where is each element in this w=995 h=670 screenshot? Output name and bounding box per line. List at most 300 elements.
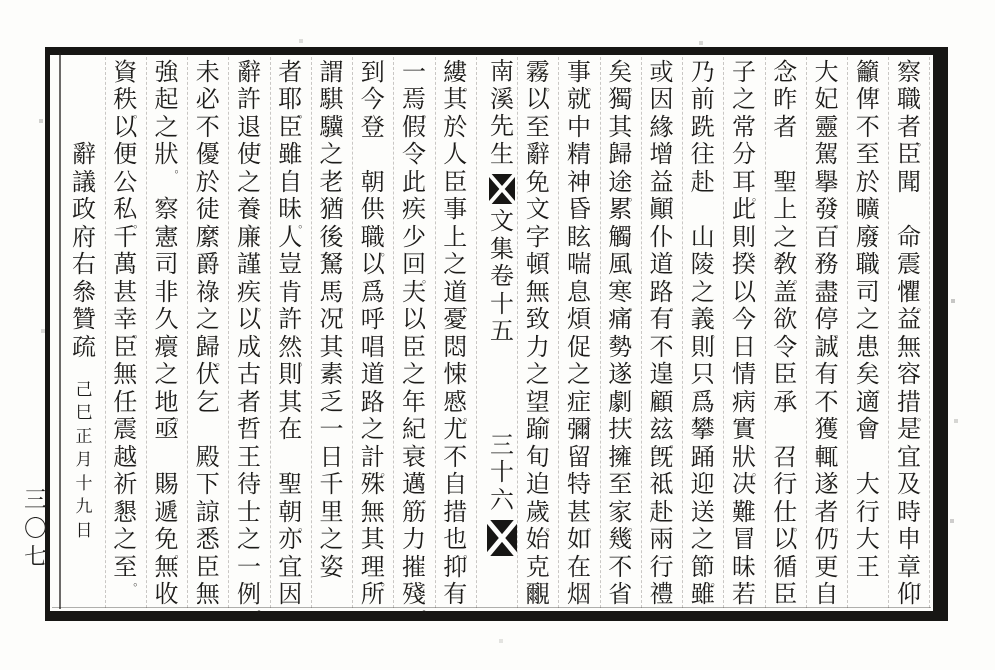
glyph-cell: 朝 bbox=[360, 167, 385, 196]
glyph-cell: 雖 bbox=[278, 140, 303, 169]
glyph-cell: 理 。 bbox=[360, 552, 392, 588]
column-rule bbox=[517, 57, 518, 608]
glyph-cell: 大 bbox=[814, 57, 839, 86]
glyph-cell: 大 bbox=[855, 525, 880, 554]
glyph-cell: 者 bbox=[278, 57, 303, 86]
reading-circle: 。 bbox=[463, 409, 475, 423]
glyph-cell: 免 。 bbox=[154, 525, 186, 560]
reading-circle: 。 bbox=[463, 299, 475, 313]
glyph-cell: 司 bbox=[855, 277, 880, 306]
glyph-cell: 之 bbox=[237, 167, 261, 196]
glyph-cell: 容 bbox=[897, 360, 921, 389]
text-column bbox=[111, 57, 145, 588]
column-rule bbox=[228, 57, 229, 608]
reading-circle: 。 bbox=[174, 547, 186, 560]
glyph-cell: 自 bbox=[443, 470, 468, 499]
glyph-cell: 亟 bbox=[154, 415, 179, 444]
glyph-cell: 便 bbox=[113, 140, 138, 169]
honorific-space bbox=[70, 58, 98, 86]
reading-circle: 。 bbox=[463, 79, 475, 93]
glyph-cell: 緣 bbox=[649, 112, 674, 141]
glyph-cell: 子 bbox=[732, 57, 756, 86]
glyph-cell: 力 bbox=[525, 332, 550, 361]
glyph-cell: 旣 bbox=[649, 442, 674, 471]
glyph-cell: 待 bbox=[237, 470, 261, 499]
column-rule bbox=[352, 57, 353, 608]
glyph-cell: 措 。 bbox=[897, 387, 928, 423]
glyph-cell: 於 bbox=[855, 167, 880, 196]
glyph-cell: 劇 。 bbox=[608, 387, 640, 423]
glyph-cell: 驥 bbox=[319, 112, 344, 141]
glyph-cell: 臣 bbox=[773, 580, 798, 609]
glyph-cell: 百 bbox=[814, 222, 839, 251]
glyph-cell: 祗 bbox=[649, 470, 674, 499]
glyph-cell: 揆 bbox=[732, 250, 756, 279]
glyph-cell: 欲 bbox=[773, 305, 798, 334]
glyph-cell: 誠 bbox=[814, 332, 839, 361]
glyph-cell: 憂 bbox=[443, 305, 468, 334]
glyph-cell: 敎 。 bbox=[773, 250, 805, 285]
glyph-cell: 迫 bbox=[525, 470, 550, 499]
glyph-cell: 之 bbox=[567, 360, 591, 389]
glyph-cell: 震 bbox=[897, 250, 921, 279]
glyph-cell: 少 bbox=[402, 222, 426, 251]
reading-circle: 。 bbox=[545, 409, 557, 423]
glyph-cell: 送 bbox=[690, 497, 715, 526]
glyph-cell: 况 bbox=[319, 305, 344, 334]
glyph-cell: 於 bbox=[443, 112, 468, 141]
honorific-space bbox=[854, 443, 882, 471]
glyph-cell: 擧 bbox=[814, 167, 839, 196]
text-column bbox=[771, 57, 805, 609]
glyph-cell: 者 bbox=[237, 387, 261, 416]
reading-circle: 。 bbox=[422, 602, 433, 615]
glyph-cell: 起 bbox=[154, 85, 179, 114]
glyph-cell: 歸 bbox=[608, 140, 633, 169]
glyph-cell: 疾 bbox=[402, 195, 426, 224]
glyph-cell: 攀 bbox=[690, 415, 715, 444]
glyph-cell: 殿 bbox=[195, 442, 220, 471]
glyph-cell: 憲 bbox=[154, 222, 179, 251]
glyph-cell: 遑 bbox=[649, 360, 674, 389]
glyph-cell: 越 bbox=[113, 442, 138, 471]
glyph-cell: 路 。 bbox=[649, 277, 681, 313]
glyph-cell: 旬 bbox=[525, 442, 550, 471]
glyph-cell: 叅 bbox=[72, 277, 96, 306]
glyph-cell: 臣 bbox=[278, 112, 303, 141]
glyph-cell: 狀 。 bbox=[732, 442, 763, 478]
text-column bbox=[276, 57, 310, 609]
glyph-cell: 盖 bbox=[773, 277, 798, 306]
glyph-cell: 優 bbox=[195, 140, 220, 169]
honorific-space bbox=[359, 141, 387, 169]
glyph-cell: 之 bbox=[319, 140, 344, 169]
glyph-cell: 然 。 bbox=[278, 332, 310, 368]
glyph-cell: 者 。 bbox=[814, 497, 846, 533]
glyph-cell: 悉 bbox=[195, 525, 220, 554]
glyph-cell: 因 bbox=[649, 85, 674, 114]
glyph-cell: 祿 bbox=[195, 277, 220, 306]
glyph-cell: 適 bbox=[855, 387, 880, 416]
glyph-cell: 决 bbox=[732, 470, 756, 499]
scan-noise bbox=[0, 0, 2, 2]
glyph-cell: 仕 。 bbox=[773, 497, 805, 533]
glyph-cell: 無 bbox=[154, 552, 179, 581]
glyph-cell: 望 。 bbox=[525, 387, 557, 423]
glyph-cell: 矣 。 bbox=[608, 57, 640, 93]
glyph-cell: 正 bbox=[75, 426, 93, 447]
glyph-cell: 特 bbox=[567, 470, 591, 499]
glyph-cell: 不 bbox=[649, 332, 674, 361]
glyph-cell: 狀 。 bbox=[154, 140, 186, 175]
glyph-cell: 歸 。 bbox=[195, 332, 227, 368]
reading-circle: 。 bbox=[834, 327, 846, 340]
glyph-cell: 不 bbox=[814, 387, 839, 416]
glyph-cell: 令 bbox=[402, 140, 426, 169]
glyph-cell: 赴 bbox=[690, 167, 715, 196]
book-title: 南溪先生 bbox=[490, 57, 514, 168]
glyph-cell: 實 bbox=[732, 415, 756, 444]
glyph-cell: 或 bbox=[649, 57, 674, 86]
honorific-space bbox=[153, 168, 181, 196]
reading-circle: 。 bbox=[133, 217, 145, 230]
reading-circle: 。 bbox=[298, 519, 310, 533]
glyph-cell: 許 bbox=[278, 305, 303, 334]
glyph-cell: 風 bbox=[608, 250, 633, 279]
glyph-cell: 假 bbox=[402, 112, 426, 141]
glyph-cell: 道 。 bbox=[443, 277, 475, 313]
column-rule bbox=[435, 57, 436, 608]
glyph-cell: 之 bbox=[402, 360, 426, 389]
reading-circle: 。 bbox=[545, 244, 557, 258]
text-column bbox=[153, 57, 186, 609]
glyph-cell: 以 bbox=[113, 112, 138, 141]
glyph-cell: 申 bbox=[897, 525, 921, 554]
glyph-cell: 行 bbox=[649, 552, 674, 581]
glyph-cell: 獨 bbox=[608, 85, 633, 114]
glyph-cell: 字 。 bbox=[525, 222, 557, 258]
glyph-cell: 致 bbox=[525, 305, 550, 334]
reading-circle: 。 bbox=[380, 464, 392, 478]
glyph-cell: 常 bbox=[732, 112, 756, 141]
glyph-cell: 仆 bbox=[649, 222, 674, 251]
reading-circle: 。 bbox=[587, 244, 598, 258]
text-column bbox=[730, 57, 763, 609]
glyph-cell: 議 bbox=[72, 167, 96, 196]
glyph-cell: 紀 bbox=[402, 415, 426, 444]
glyph-cell: 職 bbox=[855, 250, 880, 279]
glyph-cell: 之 bbox=[443, 250, 468, 279]
glyph-cell: 辭 bbox=[237, 57, 261, 86]
glyph-cell: 之 bbox=[855, 305, 880, 334]
glyph-cell: 人 bbox=[278, 222, 303, 251]
glyph-cell: 乏 bbox=[319, 387, 344, 416]
column-rule bbox=[187, 57, 188, 608]
glyph-cell: 則 bbox=[690, 332, 715, 361]
reading-circle: 。 bbox=[752, 464, 763, 478]
glyph-cell: 之 bbox=[773, 222, 798, 251]
glyph-cell: 登 bbox=[360, 112, 385, 141]
glyph-cell: 爲 bbox=[690, 387, 715, 416]
glyph-cell: 政 bbox=[72, 195, 96, 224]
reading-circle: 。 bbox=[587, 519, 598, 533]
glyph-cell: 精 bbox=[567, 140, 591, 169]
glyph-cell: 玆 。 bbox=[649, 415, 681, 450]
glyph-cell: 尤 bbox=[443, 415, 468, 444]
glyph-cell: 謂 bbox=[319, 57, 344, 86]
glyph-cell: 聞 bbox=[897, 167, 921, 196]
glyph-cell: 今 bbox=[360, 85, 385, 114]
glyph-cell: 神 bbox=[567, 167, 591, 196]
glyph-cell: 此 bbox=[732, 195, 756, 224]
glyph-cell: 其 bbox=[278, 387, 303, 416]
glyph-cell: 秩 。 bbox=[113, 85, 145, 120]
glyph-cell: 久 bbox=[154, 305, 179, 334]
glyph-cell: 公 bbox=[113, 167, 138, 196]
glyph-cell: 察 bbox=[154, 195, 179, 224]
glyph-cell: 肯 bbox=[278, 277, 303, 306]
reading-circle: 。 bbox=[545, 519, 557, 533]
glyph-cell: 仰 bbox=[897, 580, 921, 609]
glyph-cell: 之 bbox=[360, 415, 385, 444]
text-column bbox=[689, 57, 722, 609]
glyph-cell: 呼 bbox=[360, 305, 385, 334]
glyph-cell: 以 bbox=[360, 250, 385, 279]
glyph-cell: 彌 bbox=[567, 415, 591, 444]
glyph-cell: 籲 。 bbox=[855, 57, 887, 93]
reading-circle: 。 bbox=[628, 189, 640, 203]
glyph-cell: 冒 bbox=[732, 525, 756, 554]
glyph-cell: 頓 bbox=[525, 250, 550, 279]
glyph-cell: 素 bbox=[319, 360, 344, 389]
glyph-cell: 夫 bbox=[402, 277, 426, 306]
glyph-cell: 靈 bbox=[814, 112, 839, 141]
reading-circle: 。 bbox=[834, 217, 846, 230]
glyph-cell: 只 bbox=[690, 360, 715, 389]
text-column bbox=[606, 57, 640, 609]
glyph-cell: 上 bbox=[443, 222, 468, 251]
glyph-cell: 爲 bbox=[360, 277, 385, 306]
glyph-cell: 宜 bbox=[897, 442, 921, 471]
glyph-cell: 老 。 bbox=[319, 167, 351, 203]
reading-circle: 。 bbox=[133, 107, 145, 120]
glyph-cell: 臣 bbox=[195, 552, 220, 581]
column-rule bbox=[558, 57, 559, 608]
glyph-cell: 徒 bbox=[195, 195, 220, 224]
glyph-cell: 一 bbox=[237, 552, 261, 581]
glyph-cell: 遞 bbox=[154, 497, 179, 526]
glyph-cell: 以 bbox=[525, 85, 550, 114]
glyph-cell: 收 bbox=[154, 580, 179, 609]
glyph-cell: 事 bbox=[443, 195, 468, 224]
glyph-cell: 益 。 bbox=[649, 167, 681, 203]
glyph-cell: 停 。 bbox=[814, 305, 846, 340]
column-rule bbox=[847, 57, 848, 608]
glyph-cell: 之 bbox=[525, 360, 550, 389]
glyph-cell: 克 bbox=[525, 552, 550, 581]
glyph-cell: 殘 。 bbox=[402, 580, 433, 615]
glyph-cell: 伏 bbox=[195, 360, 220, 389]
text-column bbox=[854, 57, 887, 581]
glyph-cell: 節 。 bbox=[690, 552, 722, 588]
glyph-cell: 至 bbox=[608, 470, 633, 499]
glyph-cell: 癏 bbox=[154, 332, 179, 361]
glyph-cell: 計 。 bbox=[360, 442, 392, 478]
glyph-cell: 中 bbox=[567, 112, 591, 141]
glyph-cell: 疏 bbox=[72, 332, 96, 361]
honorific-space bbox=[771, 416, 799, 444]
glyph-cell: 顧 bbox=[649, 387, 674, 416]
glyph-cell: 留 bbox=[567, 442, 591, 471]
glyph-cell: 非 bbox=[154, 277, 179, 306]
glyph-cell: 姿 bbox=[319, 552, 344, 581]
frame-border-bottom bbox=[45, 611, 948, 621]
glyph-cell: 人 bbox=[443, 140, 468, 169]
glyph-cell: 勢 bbox=[608, 332, 633, 361]
glyph-cell: 喘 bbox=[567, 250, 591, 279]
glyph-cell: 不 bbox=[855, 112, 880, 141]
glyph-cell: 輒 bbox=[814, 442, 839, 471]
glyph-cell: 念 bbox=[773, 57, 798, 86]
glyph-cell: 之 bbox=[154, 112, 179, 141]
reading-circle: 。 bbox=[422, 107, 433, 120]
glyph-cell: 不 bbox=[443, 442, 468, 471]
glyph-cell: 駑 bbox=[319, 250, 344, 279]
glyph-cell: 更 bbox=[814, 552, 839, 581]
column-rule bbox=[476, 57, 477, 608]
glyph-cell: 曠 bbox=[855, 195, 880, 224]
glyph-cell: 疾 。 bbox=[237, 277, 268, 313]
glyph-cell: 哲 bbox=[237, 415, 261, 444]
glyph-cell: 之 bbox=[154, 360, 179, 389]
glyph-cell: 上 bbox=[773, 195, 798, 224]
glyph-cell: 是 bbox=[897, 415, 921, 444]
glyph-cell: 霧 。 bbox=[525, 57, 557, 93]
glyph-cell: 以 bbox=[237, 305, 261, 334]
glyph-cell: 一 bbox=[319, 415, 344, 444]
glyph-cell: 聖 bbox=[773, 167, 798, 196]
honorific-space bbox=[153, 443, 181, 471]
glyph-cell: 府 bbox=[72, 222, 96, 251]
text-column bbox=[565, 57, 598, 609]
glyph-cell: 若 bbox=[732, 580, 756, 609]
glyph-cell: 則 bbox=[732, 222, 756, 251]
reading-circle: 。 bbox=[710, 574, 722, 588]
glyph-cell: 之 bbox=[690, 277, 715, 306]
text-column bbox=[318, 57, 351, 581]
glyph-cell: 之 bbox=[690, 525, 715, 554]
glyph-cell: 及 bbox=[897, 470, 921, 499]
reading-circle: 。 bbox=[669, 437, 681, 450]
glyph-cell: 宜 bbox=[278, 552, 303, 581]
glyph-cell: 未 bbox=[195, 57, 220, 86]
reading-circle: 。 bbox=[257, 602, 268, 615]
frame-border-top bbox=[45, 47, 948, 55]
glyph-cell: 會 bbox=[855, 415, 880, 444]
glyph-cell: 甚 。 bbox=[567, 497, 598, 533]
reading-circle: 。 bbox=[628, 409, 640, 423]
column-rule bbox=[641, 57, 642, 608]
glyph-cell: 之 bbox=[319, 525, 344, 554]
glyph-cell: 臣 bbox=[113, 332, 138, 361]
reading-circle: 。 bbox=[669, 299, 681, 313]
column-rule bbox=[888, 57, 889, 608]
text-column bbox=[895, 57, 928, 609]
glyph-cell: 雖 bbox=[690, 580, 715, 609]
glyph-cell: 士 bbox=[237, 497, 261, 526]
glyph-cell: 行 bbox=[773, 470, 798, 499]
reading-circle: 。 bbox=[793, 519, 805, 533]
glyph-cell: 以 bbox=[402, 305, 426, 334]
column-rule bbox=[765, 57, 766, 608]
glyph-cell: 在 bbox=[278, 415, 303, 444]
glyph-cell: 時 bbox=[897, 497, 921, 526]
glyph-cell: 九 bbox=[75, 497, 93, 518]
glyph-cell: 養 bbox=[237, 195, 261, 224]
glyph-cell: 矣 。 bbox=[855, 360, 887, 395]
reading-circle: 。 bbox=[133, 327, 145, 340]
reading-circle: 。 bbox=[339, 189, 351, 203]
glyph-cell: 之 bbox=[195, 305, 220, 334]
glyph-cell: 赴 bbox=[649, 497, 674, 526]
frame-border-right bbox=[933, 47, 948, 621]
glyph-cell: 十 bbox=[75, 473, 93, 494]
glyph-cell: 歲 。 bbox=[525, 497, 557, 533]
glyph-cell: 駕 bbox=[814, 140, 839, 169]
glyph-cell: 累 bbox=[608, 195, 633, 224]
glyph-cell: 顚 bbox=[649, 195, 674, 224]
glyph-cell: 章 。 bbox=[897, 552, 928, 588]
glyph-cell: 增 bbox=[649, 140, 674, 169]
glyph-cell: 地 。 bbox=[154, 387, 186, 423]
reading-circle: 。 bbox=[875, 79, 887, 93]
glyph-cell: 焉 。 bbox=[402, 85, 433, 120]
glyph-cell: 烟 bbox=[567, 580, 591, 609]
reading-circle: 。 bbox=[422, 272, 433, 285]
glyph-cell: 年 bbox=[402, 387, 426, 416]
glyph-cell: 仍 bbox=[814, 525, 839, 554]
glyph-cell: 者 。 bbox=[897, 112, 928, 148]
glyph-cell: 日 bbox=[319, 442, 344, 471]
glyph-cell: 踊 bbox=[690, 442, 715, 471]
glyph-cell: 贊 bbox=[72, 305, 96, 334]
glyph-cell: 其 bbox=[360, 525, 385, 554]
glyph-cell: 始 bbox=[525, 525, 550, 554]
glyph-cell: 其 bbox=[319, 332, 344, 361]
memorial-title-column bbox=[70, 58, 98, 543]
glyph-cell: 臣 bbox=[402, 332, 426, 361]
glyph-cell: 抑 bbox=[443, 552, 468, 581]
glyph-cell: 省 bbox=[608, 580, 633, 609]
glyph-cell: 無 bbox=[525, 277, 550, 306]
text-column bbox=[359, 57, 392, 609]
reading-circle: 。 bbox=[710, 327, 722, 340]
glyph-cell: 促 bbox=[567, 332, 591, 361]
glyph-cell: 昨 bbox=[773, 85, 798, 114]
text-column bbox=[648, 57, 681, 609]
reading-circle: 。 bbox=[257, 134, 268, 148]
glyph-cell: 分 bbox=[732, 140, 756, 169]
column-rule bbox=[105, 57, 106, 608]
glyph-cell: 臣 bbox=[443, 167, 468, 196]
reading-circle: 。 bbox=[793, 272, 805, 285]
glyph-cell: 息 bbox=[567, 277, 591, 306]
glyph-cell: 禮 bbox=[649, 580, 674, 609]
glyph-cell: 令 bbox=[773, 332, 798, 361]
glyph-cell: 前 bbox=[690, 85, 715, 114]
honorific-space bbox=[70, 86, 98, 114]
glyph-cell: 患 bbox=[855, 332, 880, 361]
